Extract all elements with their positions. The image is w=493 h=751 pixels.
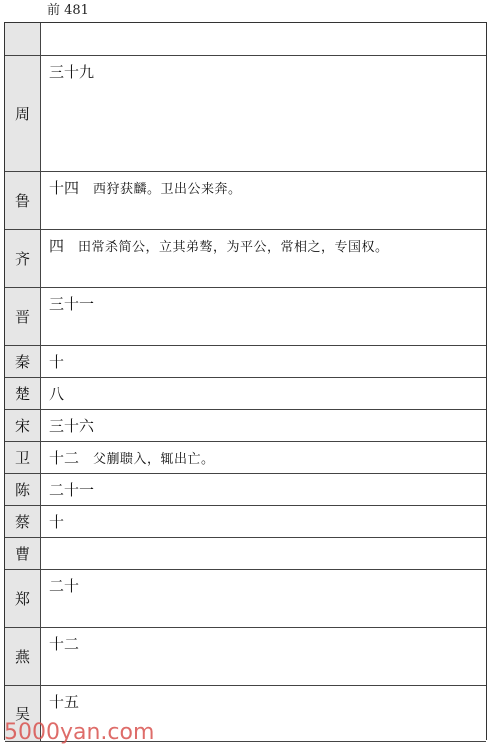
- record-cell: [41, 23, 487, 55]
- table-row: [5, 409, 486, 441]
- record-cell: [41, 55, 487, 171]
- table-row: [5, 171, 486, 229]
- table-row: [5, 569, 486, 627]
- reign-year: 四: [49, 236, 65, 255]
- record-cell: [41, 505, 487, 537]
- table-row: [5, 23, 486, 55]
- reign-year: 十: [49, 512, 65, 531]
- table-row: [5, 505, 486, 537]
- record-cell: [41, 171, 487, 229]
- state-name-cell: 宋: [5, 409, 41, 441]
- record-cell: [41, 409, 487, 441]
- table-row: [5, 473, 486, 505]
- table-row: [5, 229, 486, 287]
- event-text: 西狩获麟。卫出公来奔。: [93, 181, 242, 197]
- page-header: 前 481: [47, 3, 89, 18]
- record-cell: [41, 229, 487, 287]
- reign-year: 十二: [49, 634, 80, 653]
- state-name-cell: 晋: [5, 287, 41, 345]
- state-name-cell: 吴: [5, 685, 41, 741]
- record-cell: [41, 537, 487, 569]
- event-text: 父蒯聩入，辄出亡。: [93, 451, 215, 467]
- table-row: [5, 55, 486, 171]
- state-name-cell: 秦: [5, 345, 41, 377]
- state-name-cell: 鲁: [5, 171, 41, 229]
- event-text: 田常杀简公，立其弟骜，为平公，常相之，专国权。: [78, 239, 389, 255]
- table-row: [5, 287, 486, 345]
- record-cell: [41, 345, 487, 377]
- state-name-cell: 周: [5, 55, 41, 171]
- record-cell: [41, 627, 487, 685]
- reign-year: 二十: [49, 576, 80, 595]
- record-cell: [41, 441, 487, 473]
- record-cell: [41, 473, 487, 505]
- state-name-cell: [5, 23, 41, 55]
- table-row: [5, 537, 486, 569]
- state-name-cell: 曹: [5, 537, 41, 569]
- record-cell: [41, 377, 487, 409]
- reign-year: 十五: [49, 692, 80, 711]
- state-name-cell: 卫: [5, 441, 41, 473]
- reign-year: 八: [49, 384, 65, 403]
- table-row: [5, 627, 486, 685]
- reign-year: 三十一: [49, 294, 95, 313]
- reign-year: 十: [49, 352, 65, 371]
- state-name-cell: 陈: [5, 473, 41, 505]
- reign-year: 三十九: [49, 62, 95, 81]
- record-cell: [41, 287, 487, 345]
- state-name-cell: 楚: [5, 377, 41, 409]
- reign-year: 十二: [49, 448, 80, 467]
- record-cell: [41, 569, 487, 627]
- table-row: [5, 441, 486, 473]
- state-name-cell: 郑: [5, 569, 41, 627]
- reign-year: 二十一: [49, 480, 95, 499]
- table-row: [5, 377, 486, 409]
- watermark: 5000yan.com: [4, 720, 155, 745]
- state-name-cell: 齐: [5, 229, 41, 287]
- reign-year: 十四: [49, 178, 80, 197]
- reign-year: 三十六: [49, 416, 95, 435]
- state-name-cell: 蔡: [5, 505, 41, 537]
- table-row: [5, 345, 486, 377]
- state-name-cell: 燕: [5, 627, 41, 685]
- chronology-table: [4, 22, 487, 740]
